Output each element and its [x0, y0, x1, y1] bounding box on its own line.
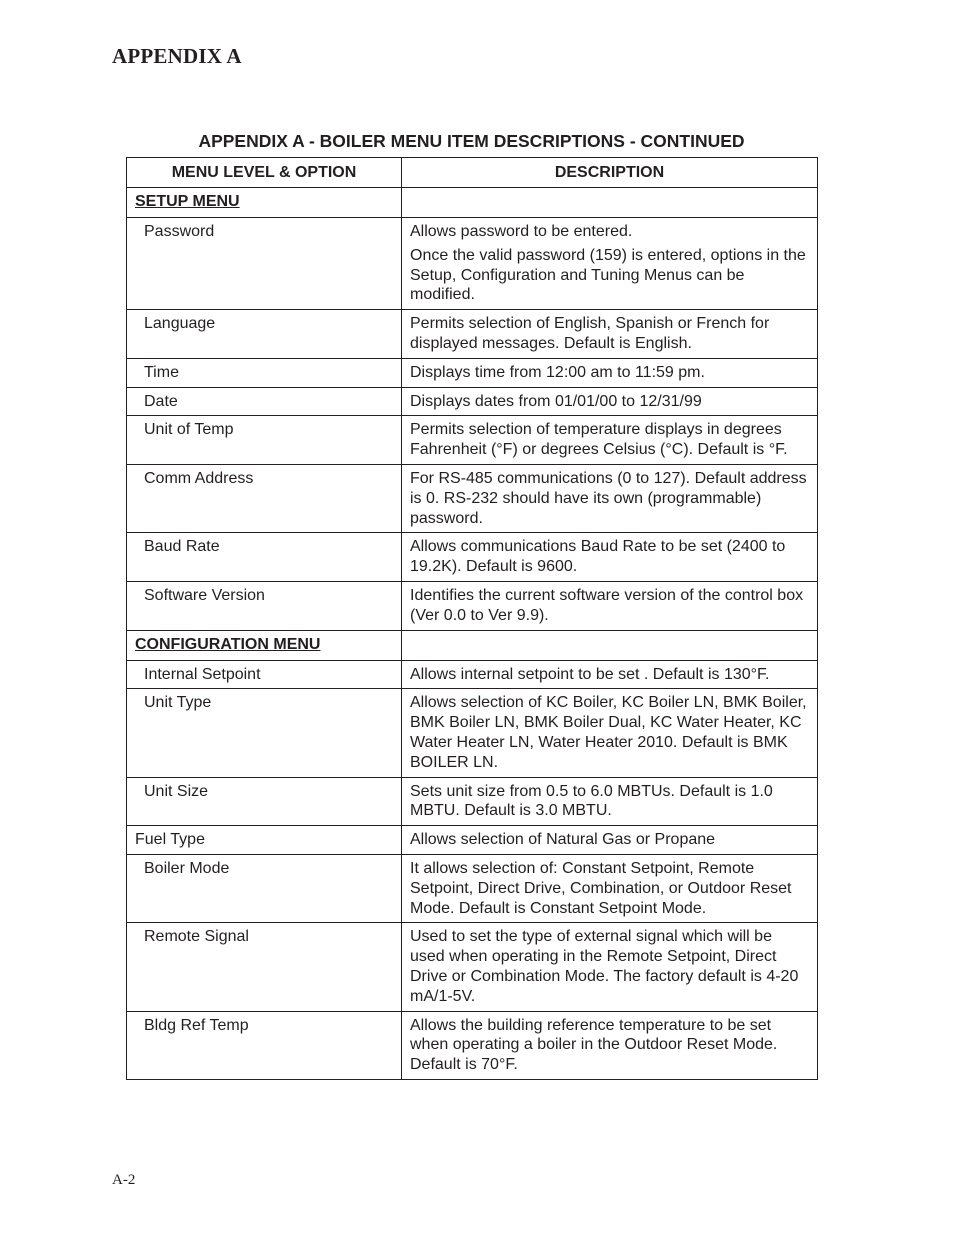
menu-option: Boiler Mode	[127, 854, 402, 922]
column-header-option: MENU LEVEL & OPTION	[127, 158, 402, 188]
option-description	[402, 310, 818, 359]
option-description	[402, 218, 818, 310]
menu-option: Software Version	[127, 581, 402, 630]
menu-option: Remote Signal	[127, 923, 402, 1011]
description-paragraph: Allows the building reference temperature to be set when operating a boiler in the Outdoor Reset Mode. Default is 70°F.	[410, 1016, 778, 1074]
option-description	[402, 416, 818, 465]
description-paragraph: Used to set the type of external signal which will be used when operating in the Remote Setpoint, Direct Drive or Combination Mode. The factory default is 4-20 mA/1-5V.	[410, 928, 799, 1005]
table-row	[127, 689, 818, 777]
option-description	[402, 387, 818, 416]
menu-option: Unit Type	[127, 689, 402, 777]
column-header-description: DESCRIPTION	[402, 158, 818, 188]
description-paragraph: Allows internal setpoint to be set . Default is 130°F.	[410, 665, 770, 683]
description-paragraph: For RS-485 communications (0 to 127). Default address is 0. RS-232 should have its own (programmable) password.	[410, 469, 807, 527]
menu-option: Password	[127, 218, 402, 310]
section-title: CONFIGURATION MENU	[127, 630, 402, 660]
menu-option: Comm Address	[127, 464, 402, 532]
option-description	[402, 689, 818, 777]
description-paragraph: Allows selection of KC Boiler, KC Boiler LN, BMK Boiler, BMK Boiler LN, BMK Boiler Dual, KC Water Heater, KC Water Heater LN, Water Heater 2010. Default is BMK BOILER LN.	[410, 694, 807, 771]
page-number: A-2	[112, 1172, 136, 1188]
description-paragraph: Allows password to be entered.	[410, 223, 633, 240]
table-row	[127, 660, 818, 689]
description-paragraph: Sets unit size from 0.5 to 6.0 MBTUs. Default is 1.0 MBTU. Default is 3.0 MBTU.	[410, 782, 773, 820]
description-paragraph: Displays dates from 01/01/00 to 12/31/99	[410, 392, 702, 410]
description-paragraph: Displays time from 12:00 am to 11:59 pm.	[410, 363, 705, 381]
option-description	[402, 358, 818, 387]
option-description	[402, 854, 818, 922]
menu-option: Date	[127, 387, 402, 416]
description-paragraph: Allows selection of Natural Gas or Propane	[410, 831, 716, 849]
description-paragraph: Identifies the current software version of the control box (Ver 0.0 to Ver 9.9).	[410, 586, 804, 624]
option-description	[402, 533, 818, 582]
option-description	[402, 660, 818, 689]
menu-option: Internal Setpoint	[127, 660, 402, 689]
description-paragraph: It allows selection of: Constant Setpoint, Remote Setpoint, Direct Drive, Combination, or Outdoor Reset Mode. Default is Constant Setpoint Mode.	[410, 859, 792, 917]
table-row	[127, 854, 818, 922]
option-description	[402, 826, 818, 855]
page-header: APPENDIX A	[112, 44, 242, 68]
table-title: APPENDIX A - BOILER MENU ITEM DESCRIPTIONS - CONTINUED	[198, 131, 745, 151]
option-description	[402, 777, 818, 826]
menu-option: Baud Rate	[127, 533, 402, 582]
option-description	[402, 1011, 818, 1079]
table-row	[127, 1011, 818, 1079]
menu-option: Fuel Type	[127, 826, 402, 855]
menu-description-table	[126, 157, 818, 1080]
menu-option: Unit Size	[127, 777, 402, 826]
section-empty-cell	[402, 188, 818, 218]
table-row	[127, 533, 818, 582]
description-paragraph: Permits selection of temperature displays in degrees Fahrenheit (°F) or degrees Celsius (°C). Default is °F.	[410, 421, 788, 459]
section-row	[127, 188, 818, 218]
description-paragraph: Allows communications Baud Rate to be set (2400 to 19.2K). Default is 9600.	[410, 538, 786, 576]
description-paragraph: Permits selection of English, Spanish or French for displayed messages. Default is English.	[410, 315, 770, 352]
section-title: SETUP MENU	[127, 188, 402, 218]
table-body	[127, 188, 818, 1080]
table-row	[127, 777, 818, 826]
table-row	[127, 464, 818, 532]
description-paragraph: Once the valid password (159) is entered, options in the Setup, Configuration and Tuning Menus can be modified.	[410, 246, 806, 304]
option-description	[402, 581, 818, 630]
menu-option: Bldg Ref Temp	[127, 1011, 402, 1079]
menu-option: Unit of Temp	[127, 416, 402, 465]
section-row	[127, 630, 818, 660]
menu-option: Language	[127, 310, 402, 359]
table-header-row	[127, 158, 818, 188]
option-description	[402, 464, 818, 532]
table-row	[127, 581, 818, 630]
table-row	[127, 358, 818, 387]
section-empty-cell	[402, 630, 818, 660]
table-row	[127, 310, 818, 359]
menu-option: Time	[127, 358, 402, 387]
table-row	[127, 923, 818, 1011]
table-row	[127, 387, 818, 416]
table-row	[127, 826, 818, 855]
table-row	[127, 416, 818, 465]
table-row	[127, 218, 818, 310]
option-description	[402, 923, 818, 1011]
